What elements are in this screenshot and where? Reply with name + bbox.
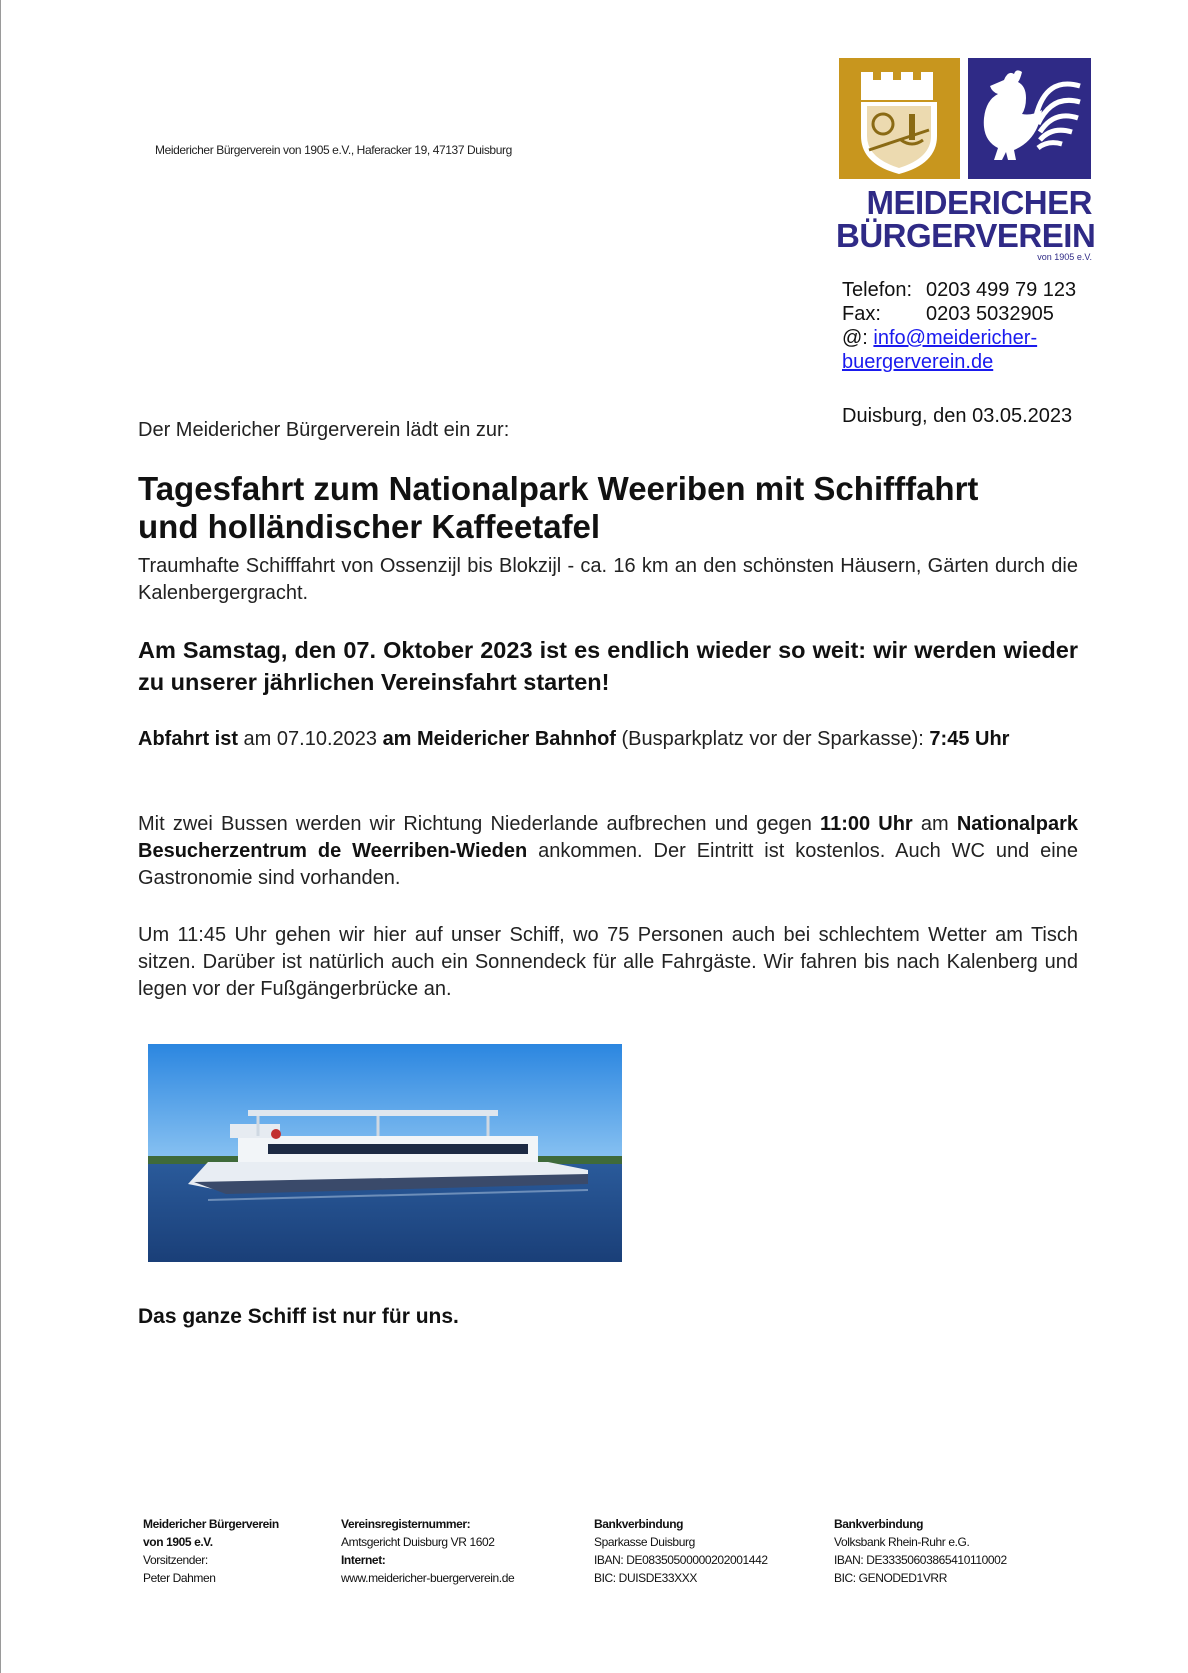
footer-text: Bankverbindung (594, 1517, 684, 1531)
footer-text: BIC: DUISDE33XXX (594, 1571, 697, 1585)
logo-line-2: BÜRGERVEREIN (836, 217, 1096, 254)
buses-paragraph (138, 811, 1078, 892)
footer-column-bank-1 (594, 1515, 768, 1587)
subtitle: Traumhafte Schifffahrt von Ossenzijl bis Blokzijl - ca. 16 km an den schönsten Häusern, Gärten durch die Kalenbergergracht. (138, 555, 1078, 604)
footer-text: Volksbank Rhein-Ruhr e.G. (834, 1535, 970, 1549)
ship-paragraph: Um 11:45 Uhr gehen wir hier auf unser Schiff, wo 75 Personen auch bei schlechtem Wetter am Tisch sitzen. Darüber ist natürlich auch ein Sonnendeck für alle Fahrgäste. Wir fahren bis nach Kalenberg und legen vor der Fußgängerbrücke an. (138, 924, 1078, 1000)
departure-t1: am 07.10.2023 (238, 728, 383, 750)
coat-of-arms-icon (839, 58, 960, 179)
ship-photo (148, 1044, 622, 1262)
footer-text: von 1905 e.V. (143, 1535, 213, 1549)
buses-t3: ankommen. Der Eintritt ist kostenlos. Auch WC und eine Gastronomie sind vorhanden. (138, 840, 1078, 889)
fax-row (842, 302, 1076, 326)
letter-date: Duisburg, den 03.05.2023 (842, 405, 1073, 427)
footer-text: Meidericher Bürgerverein (143, 1517, 279, 1531)
arrival-time: 11:00 Uhr (820, 813, 913, 835)
page-border (0, 0, 1, 1673)
footer-text: Vereinsregisternummer: (341, 1517, 471, 1531)
sender-address: Meidericher Bürgerverein von 1905 e.V., Haferacker 19, 47137 Duisburg (155, 143, 512, 157)
fax-label: Fax: (842, 303, 881, 325)
fax-number: 0203 5032905 (926, 303, 1054, 325)
footer-text: Peter Dahmen (143, 1571, 216, 1585)
logo-line-3: von 1905 e.V. (1037, 252, 1092, 262)
departure-t2: (Busparkplatz vor der Sparkasse): (615, 728, 930, 750)
footer-text: Sparkasse Duisburg (594, 1535, 695, 1549)
footer-column-registry (341, 1515, 514, 1587)
buses-t1: Mit zwei Bussen werden wir Richtung Niederlande aufbrechen und gegen (138, 813, 821, 835)
rooster-icon (968, 58, 1091, 179)
closing-line: Das ganze Schiff ist nur für uns. (138, 1305, 459, 1328)
logo-wordmark (836, 184, 1096, 262)
phone-row (842, 278, 1076, 302)
footer-text: IBAN: DE08350500000202001442 (594, 1553, 768, 1567)
email-row (842, 326, 1076, 350)
departure-time: 7:45 Uhr (929, 728, 1010, 750)
footer-column-association (143, 1515, 279, 1587)
title-line-1: Tagesfahrt zum Nationalpark Weeriben mit Schifffahrt (138, 470, 979, 507)
departure-b1: Abfahrt ist (138, 728, 238, 750)
announcement: Am Samstag, den 07. Oktober 2023 ist es endlich wieder so weit: wir werden wieder zu unserer jährlichen Vereinsfahrt starten! (138, 637, 1078, 695)
buses-t2: am (912, 813, 957, 835)
footer-text: Internet: (341, 1553, 386, 1567)
email-link-part-2[interactable]: buergerverein.de (842, 351, 994, 373)
footer-column-bank-2 (834, 1515, 1007, 1587)
email-link-part-1[interactable]: info@meidericher- (873, 327, 1038, 349)
footer-text: Bankverbindung (834, 1517, 924, 1531)
departure-b2: am Meidericher Bahnhof (382, 728, 616, 750)
intro-line: Der Meidericher Bürgerverein lädt ein zur: (138, 419, 510, 441)
phone-number: 0203 499 79 123 (926, 279, 1077, 301)
phone-label: Telefon: (842, 279, 913, 301)
footer-text: Vorsitzender: (143, 1553, 208, 1567)
footer-text: Amtsgericht Duisburg VR 1602 (341, 1535, 495, 1549)
contact-block (842, 278, 1076, 374)
logo-line-1: MEIDERICHER (866, 184, 1092, 221)
email-row-2 (842, 350, 1076, 374)
title-line-2: und holländischer Kaffeetafel (138, 508, 601, 545)
departure-paragraph (138, 726, 1078, 753)
footer-text: IBAN: DE33350603865410110002 (834, 1553, 1007, 1567)
page-title (138, 470, 1078, 546)
visitor-center: Nationalpark Besucherzentrum de Weerriben-Wieden (138, 813, 1078, 862)
footer-text: BIC: GENODED1VRR (834, 1571, 947, 1585)
footer-text: www.meidericher-buergerverein.de (341, 1571, 515, 1585)
email-label: @: (842, 327, 868, 349)
